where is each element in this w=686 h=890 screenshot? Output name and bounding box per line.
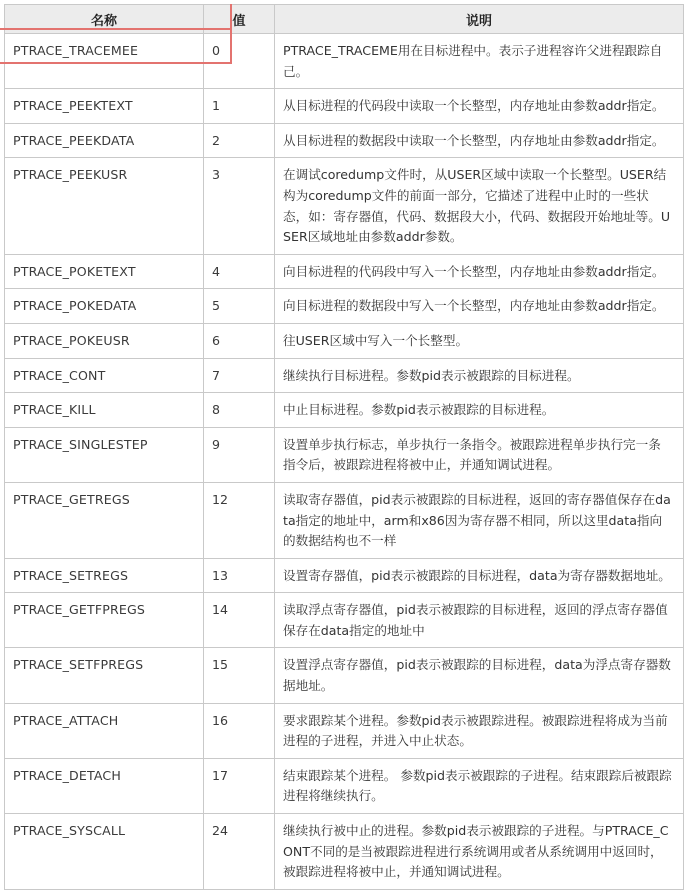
table-row <box>5 34 684 89</box>
row-description: 往USER区域中写入一个长整型。 <box>275 323 684 358</box>
row-value: 12 <box>204 482 275 558</box>
row-value: 16 <box>204 703 275 758</box>
row-description: 读取浮点寄存器值，pid表示被跟踪的目标进程，返回的浮点寄存器值保存在data指定的地址中 <box>275 593 684 648</box>
row-name: PTRACE_PEEKDATA <box>5 123 204 158</box>
table-row <box>5 427 684 482</box>
row-value: 15 <box>204 648 275 703</box>
row-name: PTRACE_POKEDATA <box>5 289 204 324</box>
row-description: 继续执行目标进程。参数pid表示被跟踪的目标进程。 <box>275 358 684 393</box>
row-description: 中止目标进程。参数pid表示被跟踪的目标进程。 <box>275 393 684 428</box>
table-row <box>5 393 684 428</box>
table-row <box>5 123 684 158</box>
row-value: 4 <box>204 254 275 289</box>
row-name: PTRACE_SETREGS <box>5 558 204 593</box>
row-description: 设置寄存器值，pid表示被跟踪的目标进程，data为寄存器数据地址。 <box>275 558 684 593</box>
table-row <box>5 593 684 648</box>
row-value: 14 <box>204 593 275 648</box>
row-value: 5 <box>204 289 275 324</box>
row-value: 7 <box>204 358 275 393</box>
row-description: 继续执行被中止的进程。参数pid表示被跟踪的子进程。与PTRACE_CONT不同的是当被跟踪进程进行系统调用或者从系统调用中返回时，被跟踪进程将被中止，并通知调试进程。 <box>275 814 684 890</box>
row-value: 24 <box>204 814 275 890</box>
header-name: 名称 <box>5 5 204 34</box>
row-description: 设置单步执行标志，单步执行一条指令。被跟踪进程单步执行完一条指令后，被跟踪进程将被中止，并通知调试进程。 <box>275 427 684 482</box>
row-description: 从目标进程的数据段中读取一个长整型，内存地址由参数addr指定。 <box>275 123 684 158</box>
table-row <box>5 558 684 593</box>
table-row <box>5 814 684 890</box>
row-name: PTRACE_SYSCALL <box>5 814 204 890</box>
table-row <box>5 158 684 254</box>
row-name: PTRACE_POKETEXT <box>5 254 204 289</box>
table-row <box>5 323 684 358</box>
row-description: PTRACE_TRACEME用在目标进程中。表示子进程容许父进程跟踪自己。 <box>275 34 684 89</box>
row-value: 1 <box>204 89 275 124</box>
row-name: PTRACE_PEEKTEXT <box>5 89 204 124</box>
ptrace-request-table <box>4 4 684 890</box>
table-row <box>5 703 684 758</box>
table-body <box>5 34 684 890</box>
row-name: PTRACE_PEEKUSR <box>5 158 204 254</box>
row-name: PTRACE_DETACH <box>5 758 204 813</box>
row-description: 结束跟踪某个进程。 参数pid表示被跟踪的子进程。结束跟踪后被跟踪进程将继续执行。 <box>275 758 684 813</box>
row-value: 17 <box>204 758 275 813</box>
table-header-row <box>5 5 684 34</box>
table-row <box>5 648 684 703</box>
row-description: 读取寄存器值，pid表示被跟踪的目标进程，返回的寄存器值保存在data指定的地址中，arm和x86因为寄存器不相同，所以这里data指向的数据结构也不一样 <box>275 482 684 558</box>
header-value: 值 <box>204 5 275 34</box>
row-value: 2 <box>204 123 275 158</box>
row-name: PTRACE_ATTACH <box>5 703 204 758</box>
row-value: 0 <box>204 34 275 89</box>
row-name: PTRACE_SINGLESTEP <box>5 427 204 482</box>
row-name: PTRACE_CONT <box>5 358 204 393</box>
row-name: PTRACE_KILL <box>5 393 204 428</box>
table-row <box>5 289 684 324</box>
table-row <box>5 758 684 813</box>
row-description: 在调试coredump文件时，从USER区域中读取一个长整型。USER结构为coredump文件的前面一部分，它描述了进程中止时的一些状态，如：寄存器值，代码、数据段大小，代码、数据段开始地址等。USER区域地址由参数addr参数。 <box>275 158 684 254</box>
row-value: 9 <box>204 427 275 482</box>
header-description: 说明 <box>275 5 684 34</box>
row-description: 从目标进程的代码段中读取一个长整型，内存地址由参数addr指定。 <box>275 89 684 124</box>
row-description: 向目标进程的数据段中写入一个长整型，内存地址由参数addr指定。 <box>275 289 684 324</box>
row-name: PTRACE_GETREGS <box>5 482 204 558</box>
row-description: 要求跟踪某个进程。参数pid表示被跟踪进程。被跟踪进程将成为当前进程的子进程，并进入中止状态。 <box>275 703 684 758</box>
row-name: PTRACE_TRACEMEE <box>5 34 204 89</box>
row-value: 3 <box>204 158 275 254</box>
row-value: 6 <box>204 323 275 358</box>
row-name: PTRACE_GETFPREGS <box>5 593 204 648</box>
table-row <box>5 358 684 393</box>
row-name: PTRACE_POKEUSR <box>5 323 204 358</box>
row-name: PTRACE_SETFPREGS <box>5 648 204 703</box>
row-description: 设置浮点寄存器值，pid表示被跟踪的目标进程，data为浮点寄存器数据地址。 <box>275 648 684 703</box>
row-value: 8 <box>204 393 275 428</box>
row-description: 向目标进程的代码段中写入一个长整型，内存地址由参数addr指定。 <box>275 254 684 289</box>
table-row <box>5 254 684 289</box>
table-row <box>5 89 684 124</box>
row-value: 13 <box>204 558 275 593</box>
table-row <box>5 482 684 558</box>
